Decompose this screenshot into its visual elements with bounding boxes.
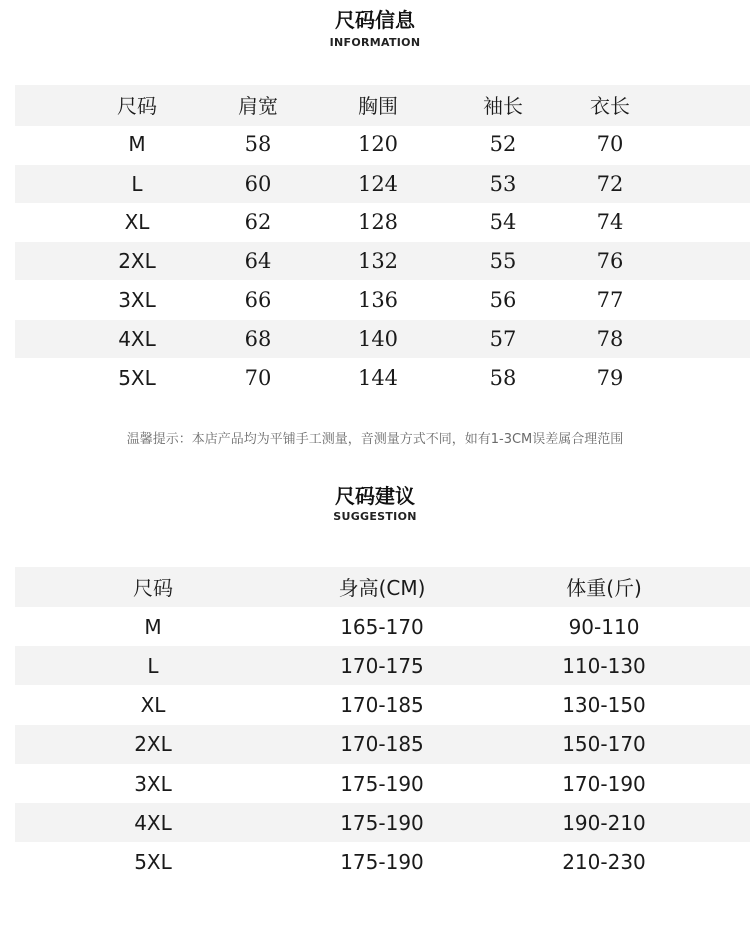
height-cell: 175-190: [340, 811, 424, 835]
sleeve-cell: 52: [489, 132, 517, 156]
weight-cell: 170-190: [562, 772, 646, 796]
header-shoulder: 肩宽: [238, 94, 278, 118]
chest-cell: 140: [357, 327, 399, 351]
shoulder-cell: 68: [244, 327, 272, 351]
height-cell: 165-170: [340, 615, 424, 639]
weight-cell: 150-170: [562, 732, 646, 756]
header-size: 尺码: [133, 576, 173, 600]
chest-cell: 136: [357, 288, 399, 312]
table-row: [0, 725, 750, 763]
table-row: [0, 608, 750, 646]
table-row: [0, 647, 750, 685]
size-cell: 2XL: [134, 732, 172, 756]
size-cell: 3XL: [118, 288, 156, 312]
size-cell: 2XL: [118, 249, 156, 273]
table2-header-row: [0, 569, 750, 607]
table-row: [0, 843, 750, 881]
size-cell: 4XL: [134, 811, 172, 835]
height-cell: 170-175: [340, 654, 424, 678]
weight-cell: 110-130: [562, 654, 646, 678]
header-weight: 体重(斤): [566, 576, 642, 600]
size-cell: XL: [140, 693, 166, 717]
length-cell: 72: [596, 172, 624, 196]
table1-header-row: [0, 87, 750, 125]
header-height: 身高(CM): [338, 576, 426, 600]
information-title: 尺码信息: [335, 8, 415, 32]
length-cell: 78: [596, 327, 624, 351]
table-row: [0, 125, 750, 163]
weight-cell: 130-150: [562, 693, 646, 717]
size-cell: 4XL: [118, 327, 156, 351]
height-cell: 175-190: [340, 772, 424, 796]
table-row: [0, 165, 750, 203]
measurement-note: 温馨提示：本店产品均为平铺手工测量，音测量方式不同，如有1-3CM误差属合理范围: [126, 432, 624, 447]
length-cell: 70: [596, 132, 624, 156]
weight-cell: 90-110: [568, 615, 640, 639]
height-cell: 170-185: [340, 732, 424, 756]
chest-cell: 144: [357, 366, 399, 390]
suggestion-title: 尺码建议: [335, 484, 415, 508]
shoulder-cell: 66: [244, 288, 272, 312]
table-row: [0, 242, 750, 280]
length-cell: 77: [596, 288, 624, 312]
chest-cell: 124: [357, 172, 399, 196]
sleeve-cell: 54: [489, 210, 517, 234]
height-cell: 170-185: [340, 693, 424, 717]
size-cell: XL: [124, 210, 150, 234]
header-sleeve: 袖长: [483, 94, 523, 118]
chest-cell: 120: [357, 132, 399, 156]
shoulder-cell: 70: [244, 366, 272, 390]
sleeve-cell: 53: [489, 172, 517, 196]
header-size: 尺码: [117, 94, 157, 118]
size-cell: L: [131, 172, 143, 196]
sleeve-cell: 58: [489, 366, 517, 390]
weight-cell: 190-210: [562, 811, 646, 835]
size-cell: M: [144, 615, 162, 639]
shoulder-cell: 64: [244, 249, 272, 273]
shoulder-cell: 62: [244, 210, 272, 234]
length-cell: 79: [596, 366, 624, 390]
shoulder-cell: 58: [244, 132, 272, 156]
sleeve-cell: 55: [489, 249, 517, 273]
length-cell: 76: [596, 249, 624, 273]
table-row: [0, 320, 750, 358]
table-row: [0, 281, 750, 319]
shoulder-cell: 60: [244, 172, 272, 196]
header-chest: 胸围: [358, 94, 398, 118]
suggestion-subtitle: SUGGESTION: [333, 510, 417, 523]
header-length: 衣长: [590, 94, 630, 118]
table-row: [0, 686, 750, 724]
weight-cell: 210-230: [562, 850, 646, 874]
chest-cell: 132: [357, 249, 399, 273]
information-subtitle: INFORMATION: [329, 36, 421, 49]
size-cell: L: [147, 654, 159, 678]
chest-cell: 128: [357, 210, 399, 234]
table-row: [0, 203, 750, 241]
table-row: [0, 359, 750, 397]
sleeve-cell: 57: [489, 327, 517, 351]
size-cell: M: [128, 132, 146, 156]
sleeve-cell: 56: [489, 288, 517, 312]
height-cell: 175-190: [340, 850, 424, 874]
length-cell: 74: [596, 210, 624, 234]
size-cell: 5XL: [134, 850, 172, 874]
table-row: [0, 765, 750, 803]
size-cell: 3XL: [134, 772, 172, 796]
size-cell: 5XL: [118, 366, 156, 390]
table-row: [0, 804, 750, 842]
